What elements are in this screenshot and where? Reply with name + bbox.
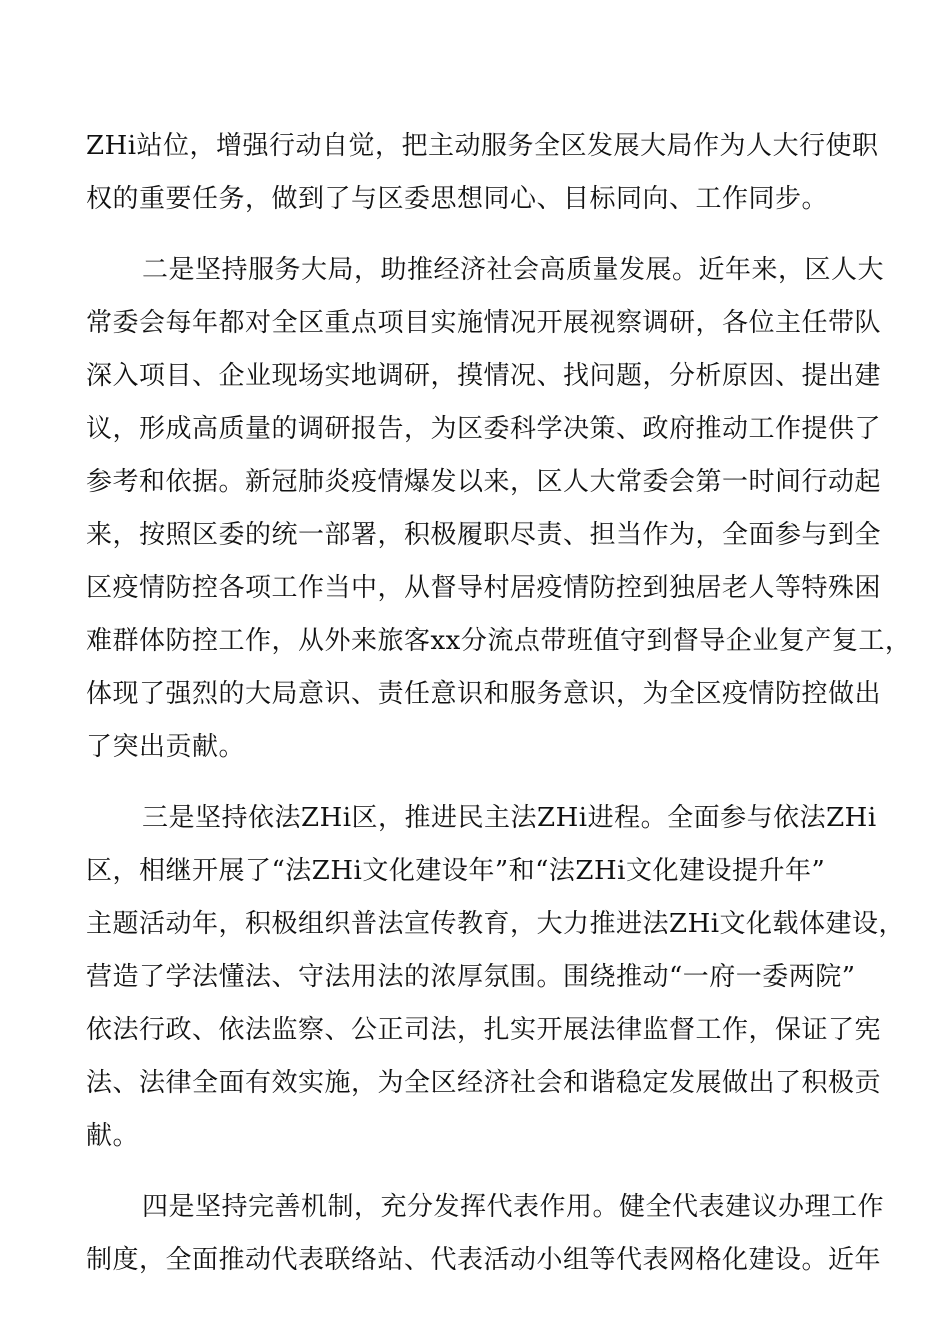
text-line: 来，按照区委的统一部署，积极履职尽责、担当作为，全面参与到全 bbox=[86, 520, 882, 550]
text-line: 深入项目、企业现场实地调研，摸情况、找问题，分析原因、提出建 bbox=[86, 361, 882, 391]
text-line: 制度，全面推动代表联络站、代表活动小组等代表网格化建设。近年 bbox=[86, 1245, 882, 1275]
text-line: 了突出贡献。 bbox=[86, 732, 246, 762]
text-line: 区疫情防控各项工作当中，从督导村居疫情防控到独居老人等特殊困 bbox=[86, 573, 882, 603]
text-line: 主题活动年，积极组织普法宣传教育，大力推进法ZHi文化载体建设， bbox=[86, 909, 906, 939]
text-line: 体现了强烈的大局意识、责任意识和服务意识，为全区疫情防控做出 bbox=[86, 679, 882, 709]
text-line: 法、法律全面有效实施，为全区经济社会和谐稳定发展做出了积极贡 bbox=[86, 1068, 882, 1098]
text-line: 难群体防控工作，从外来旅客xx分流点带班值守到督导企业复产复工， bbox=[86, 626, 912, 656]
paragraph-2-first-line: 二是坚持服务大局，助推经济社会高质量发展。近年来，区人大 bbox=[142, 255, 885, 285]
text-line: 营造了学法懂法、守法用法的浓厚氛围。围绕推动“一府一委两院” bbox=[86, 962, 856, 992]
text-line: 议，形成高质量的调研报告，为区委科学决策、政府推动工作提供了 bbox=[86, 414, 882, 444]
paragraph-3-first-line: 三是坚持依法ZHi区，推进民主法ZHi进程。全面参与依法ZHi bbox=[142, 803, 877, 833]
text-line: 常委会每年都对全区重点项目实施情况开展视察调研，各位主任带队 bbox=[86, 308, 882, 338]
text-line: 献。 bbox=[86, 1121, 140, 1151]
text-line: 参考和依据。新冠肺炎疫情爆发以来，区人大常委会第一时间行动起 bbox=[86, 467, 882, 497]
text-line: 依法行政、依法监察、公正司法，扎实开展法律监督工作，保证了宪 bbox=[86, 1015, 882, 1045]
text-line: 区，相继开展了“法ZHi文化建设年”和“法ZHi文化建设提升年” bbox=[86, 856, 826, 886]
text-line: 权的重要任务，做到了与区委思想同心、目标同向、工作同步。 bbox=[86, 184, 829, 214]
paragraph-4-first-line: 四是坚持完善机制，充分发挥代表作用。健全代表建议办理工作 bbox=[142, 1192, 885, 1222]
text-line: ZHi站位，增强行动自觉，把主动服务全区发展大局作为人大行使职 bbox=[86, 131, 879, 161]
